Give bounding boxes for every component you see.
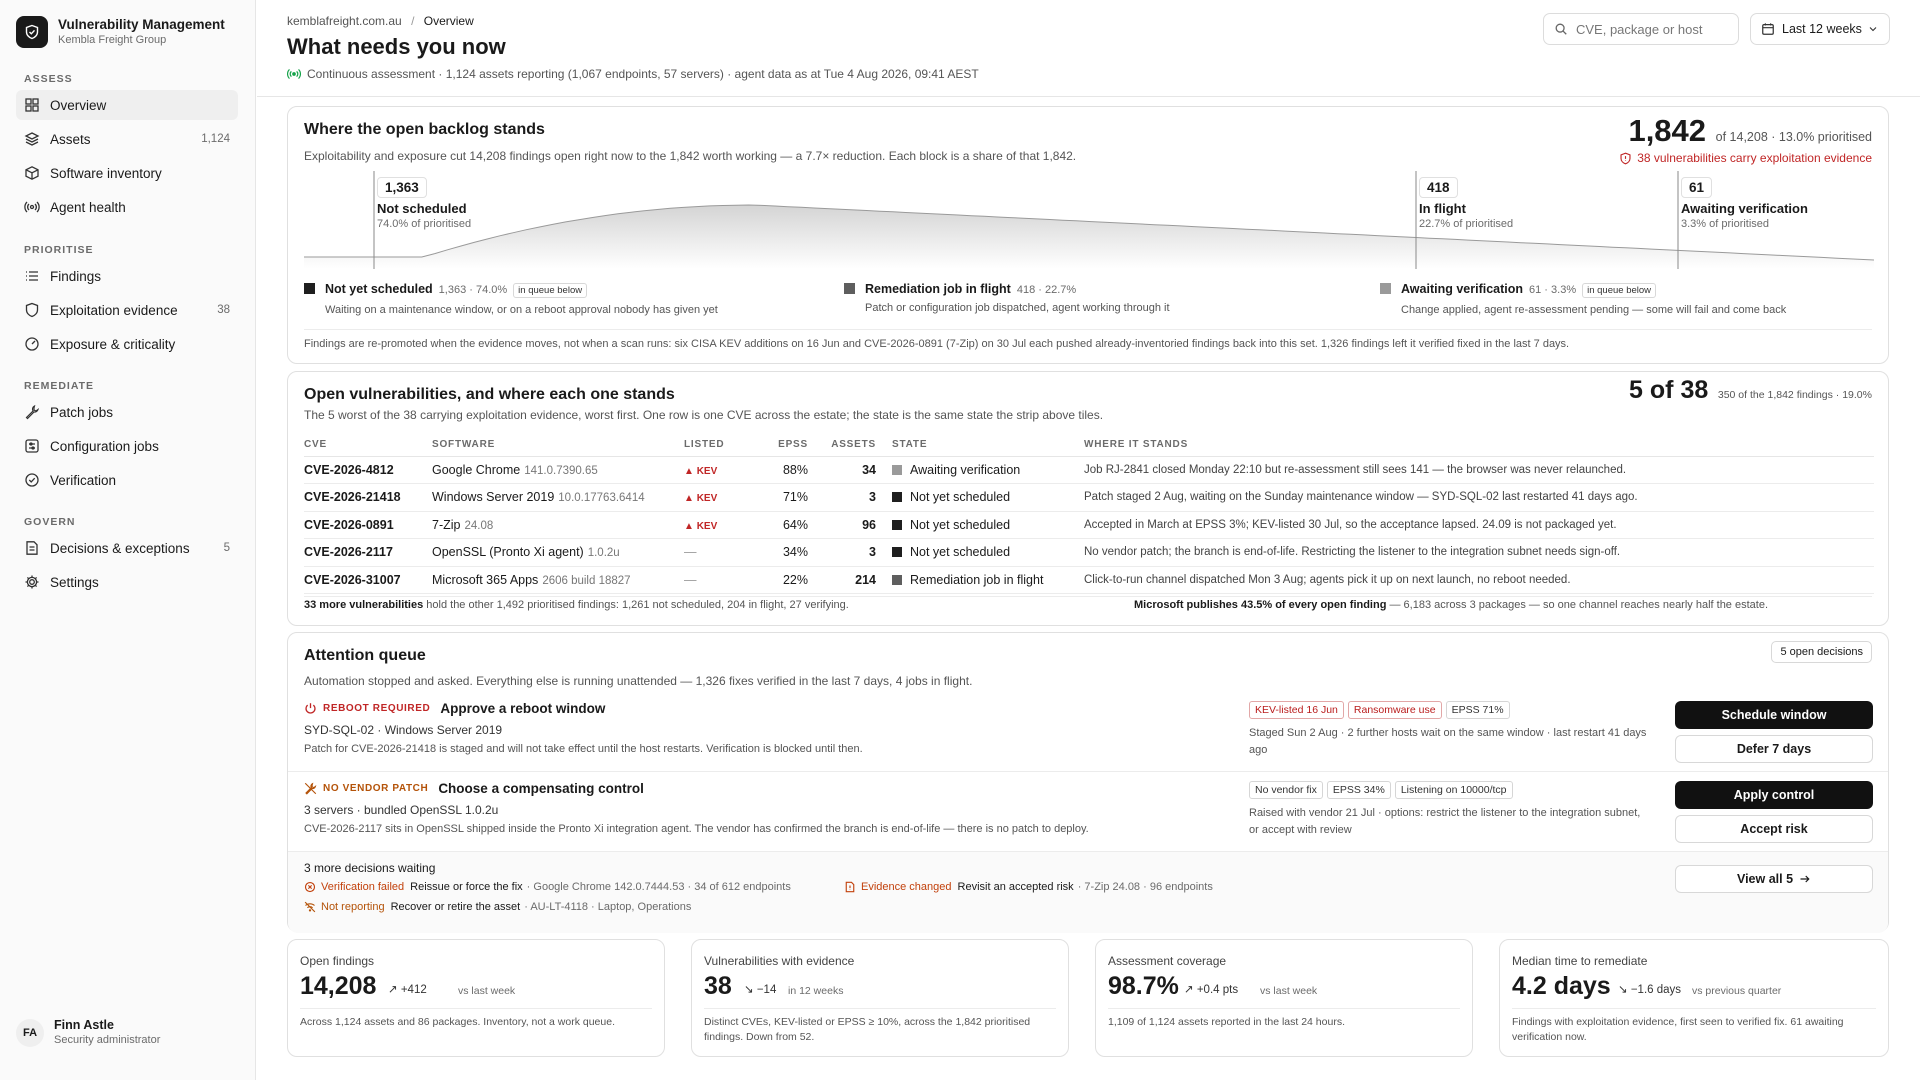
column-header[interactable]: ASSETS [824, 434, 892, 456]
view-all-label: View all 5 [1736, 872, 1794, 886]
header-divider [257, 96, 1920, 97]
vulns-count [1629, 376, 1872, 405]
sidebar-count: 38 [217, 304, 230, 316]
legend-title: Remediation job in flight [865, 282, 1011, 296]
queue-item-reboot-header [304, 701, 605, 716]
cve-id[interactable]: CVE-2026-0891 [304, 511, 432, 539]
backlog-total-note: of 14,208 · 13.0% prioritised [1715, 130, 1872, 144]
backlog-card [287, 106, 1889, 364]
listed-cell [684, 539, 764, 567]
more-action: Reissue or force the fix [410, 881, 523, 893]
divider [300, 1008, 652, 1009]
divider [1108, 1008, 1460, 1009]
kpi-median-time-to-remediate[interactable] [1499, 939, 1889, 1057]
queue-item-title[interactable]: Choose a compensating control [438, 781, 644, 796]
more-detail: · AU-LT-4118 · Laptop, Operations [524, 901, 692, 913]
state-swatch [892, 547, 902, 557]
state-swatch [892, 575, 902, 585]
shield-logo-icon [16, 16, 48, 48]
footer-right-text: — 6,183 across 3 packages — so one channel reaches nearly half the estate. [1389, 599, 1769, 611]
queue-item-desc: CVE-2026-2117 sits in OpenSSL shipped inside the Pronto Xi integration agent. The vendor has confirmed the branch is end-of-life — there is no patch to deploy. [304, 823, 1089, 835]
kpi-desc: Distinct CVEs, KEV-listed or EPSS ≥ 10%, across the 1,842 prioritised findings. Down from 52. [704, 1016, 1031, 1043]
distribution-area [304, 205, 1874, 269]
assets-count: 34 [824, 456, 892, 484]
more-detail: · 7-Zip 24.08 · 96 endpoints [1077, 881, 1213, 893]
layers-icon [24, 131, 40, 147]
tag: KEV-listed 16 Jun [1249, 701, 1344, 719]
search-placeholder: CVE, package or host [1576, 21, 1703, 37]
sidebar-item-findings[interactable] [16, 261, 238, 291]
kpi-label: Median time to remediate [1512, 954, 1648, 968]
segment-label[interactable] [1417, 177, 1513, 230]
brand[interactable] [16, 16, 225, 48]
sidebar-item-label: Configuration jobs [50, 438, 159, 454]
segment-count: 1,363 [377, 177, 427, 198]
legend-not-scheduled[interactable] [304, 281, 824, 316]
section-govern: GOVERN [24, 516, 76, 528]
sidebar-item-verification[interactable] [16, 465, 238, 495]
more-kind: Evidence changed [861, 881, 952, 893]
legend-swatch [844, 283, 855, 294]
software-name: Google Chrome [432, 462, 521, 477]
sidebar-item-exploitation-evidence[interactable] [16, 295, 238, 325]
queue-item-meta: 3 servers · bundled OpenSSL 1.0.2u [304, 803, 499, 817]
attention-queue-card [287, 632, 1889, 932]
kev-label: KEV [696, 493, 718, 505]
sidebar-item-overview[interactable] [16, 90, 238, 120]
state-label: Remediation job in flight [910, 572, 1044, 587]
sidebar-item-label: Exposure & criticality [50, 336, 176, 352]
alert-file-icon [844, 881, 856, 893]
backlog-total-value: 1,842 [1628, 113, 1707, 148]
broadcast-icon [24, 199, 40, 215]
software-cell [432, 456, 684, 484]
not-listed: — [684, 545, 697, 560]
software-name: Windows Server 2019 [432, 490, 555, 505]
epss-value: 88% [764, 456, 824, 484]
assessment-status: Continuous assessment · 1,124 assets reporting (1,067 endpoints, 57 servers) · agent data as at Tue 4 Aug 2026, 09:41 AEST [307, 67, 979, 81]
queue-kind: NO VENDOR PATCH [323, 783, 429, 794]
vulns-count-value: 5 of 38 [1629, 376, 1709, 404]
kpi-delta [388, 982, 427, 996]
listed-cell [684, 456, 764, 484]
config-icon [24, 438, 40, 454]
software-version: 2606 build 18827 [542, 574, 631, 587]
column-header[interactable]: CVE [304, 434, 432, 456]
tag: No vendor fix [1249, 781, 1323, 799]
divider [304, 329, 1872, 330]
sidebar-item-settings[interactable] [16, 567, 238, 597]
table-row[interactable] [304, 484, 1874, 512]
search-icon [1554, 22, 1568, 36]
assets-count: 3 [824, 484, 892, 512]
listed-cell [684, 566, 764, 594]
sidebar [0, 0, 256, 1080]
segment-label[interactable] [375, 177, 471, 230]
kev-badge [684, 521, 717, 532]
queue-item-title[interactable]: Approve a reboot window [440, 701, 606, 716]
column-header[interactable]: STATE [892, 434, 1084, 456]
queue-item-note: Raised with vendor 21 Jul · options: restrict the listener to the integration subnet, or accept with review [1249, 807, 1641, 836]
sidebar-item-configuration-jobs[interactable] [16, 431, 238, 461]
wifi-off-icon [304, 901, 316, 913]
wrench-icon [24, 404, 40, 420]
chevron-down-icon [1867, 23, 1879, 35]
kev-badge [684, 493, 717, 504]
backlog-footnote: Findings are re-promoted when the evidence moves, not when a scan runs: six CISA KEV additions on 16 Jun and CVE-2026-0891 (7-Zip) on 30 Jul each pushed already-inventoried findings back into this set. 1,326 findings left it verified fixed in the last 7 days. [304, 338, 1570, 350]
state-swatch [892, 520, 902, 530]
kev-badge [684, 466, 717, 477]
segment-share: 3.3% of prioritised [1681, 218, 1770, 230]
kpi-delta [1618, 982, 1681, 996]
table-row[interactable] [304, 539, 1874, 567]
trend-up-icon: ↗ [388, 984, 398, 996]
queue-title: Attention queue [304, 647, 426, 664]
listed-cell [684, 484, 764, 512]
listed-cell [684, 511, 764, 539]
more-kind: Not reporting [321, 901, 385, 913]
legend-meta: 61 · 3.3% [1529, 284, 1577, 296]
arrow-right-icon [1799, 873, 1811, 885]
trend-down-icon: ↘ [1618, 984, 1628, 996]
user-role: Security administrator [54, 1034, 161, 1046]
more-action: Revisit an accepted risk [957, 881, 1074, 893]
assets-count: 96 [824, 511, 892, 539]
kpi-value: 98.7% [1108, 972, 1179, 1000]
cve-id[interactable]: CVE-2026-31007 [304, 566, 432, 594]
cve-id[interactable]: CVE-2026-4812 [304, 456, 432, 484]
sidebar-item-exposure-criticality[interactable] [16, 329, 238, 359]
divider [288, 771, 1888, 772]
page-subtitle [287, 67, 979, 81]
kev-label: KEV [696, 520, 718, 532]
avatar: FA [16, 1019, 44, 1047]
software-version: 10.0.17763.6414 [558, 492, 645, 505]
more-item-evidence-changed[interactable] [844, 881, 1213, 893]
legend-swatch [1380, 283, 1391, 294]
software-name: OpenSSL (Pronto Xi agent) [432, 545, 584, 560]
state-cell [892, 456, 1084, 484]
breadcrumb-root[interactable]: kemblafreight.com.au [287, 14, 402, 28]
sidebar-item-label: Overview [50, 97, 107, 113]
grid-icon [24, 97, 40, 113]
kpi-open-findings[interactable] [287, 939, 665, 1057]
software-name: Microsoft 365 Apps [432, 572, 539, 587]
legend-desc: Change applied, agent re-assessment pending — some will fail and come back [1401, 304, 1787, 316]
trend-down-icon: ↘ [744, 984, 754, 996]
tag: EPSS 71% [1446, 701, 1510, 719]
divider [1512, 1008, 1876, 1009]
epss-value: 22% [764, 566, 824, 594]
trend-up-icon: ↗ [1184, 984, 1194, 996]
software-cell [432, 484, 684, 512]
table-row[interactable] [304, 511, 1874, 539]
check-circle-icon [24, 472, 40, 488]
legend-awaiting-verification[interactable] [1380, 281, 1900, 316]
cve-id[interactable]: CVE-2026-21418 [304, 484, 432, 512]
gauge-icon [24, 336, 40, 352]
kpi-vs: vs last week [458, 985, 516, 997]
tag: Listening on 10000/tcp [1395, 781, 1513, 799]
queue-subtitle: Automation stopped and asked. Everything else is running unattended — 1,326 fixes verified in the last 7 days, 4 jobs in flight. [304, 674, 973, 688]
kpi-desc: 1,109 of 1,124 assets reported in the last 24 hours. [1108, 1016, 1345, 1028]
page-title: What needs you now [287, 34, 506, 59]
segment-name: In flight [1419, 201, 1466, 216]
legend-swatch [304, 283, 315, 294]
backlog-subtitle: Exploitability and exposure cut 14,208 findings open right now to the 1,842 worth working — a 7.7× reduction. Each block is a share of that 1,842. [304, 149, 1077, 163]
segment-name: Not scheduled [377, 201, 467, 216]
kpi-vulns-with-evidence[interactable] [691, 939, 1069, 1057]
backlog-total [1628, 113, 1872, 149]
footer-left-bold[interactable]: 33 more vulnerabilities [304, 599, 424, 611]
more-detail: · Google Chrome 142.0.7444.53 · 34 of 612 endpoints [526, 881, 791, 893]
section-assess: ASSESS [24, 73, 73, 85]
legend-badge: in queue below [513, 283, 587, 298]
more-item-verification-failed[interactable] [304, 881, 791, 893]
epss-value: 71% [764, 484, 824, 512]
date-range-select[interactable] [1750, 13, 1890, 45]
queue-item-note: Staged Sun 2 Aug · 2 further hosts wait on the same window · last restart 41 days ago [1249, 727, 1647, 756]
open-decisions-badge[interactable]: 5 open decisions [1771, 641, 1872, 663]
sidebar-item-agent-health[interactable] [16, 192, 238, 222]
footer-right-bold[interactable]: Microsoft publishes 43.5% of every open finding [1134, 599, 1387, 611]
queue-item-tags [1249, 701, 1514, 719]
column-header[interactable]: SOFTWARE [432, 434, 684, 456]
evidence-note-text: 38 vulnerabilities carry exploitation evidence [1637, 151, 1872, 165]
date-range-value: Last 12 weeks [1782, 22, 1862, 36]
user-name: Finn Astle [54, 1018, 114, 1032]
software-version: 141.0.7390.65 [524, 464, 598, 477]
state-swatch [892, 465, 902, 475]
footer-left-text: hold the other 1,492 prioritised findings: 1,261 not scheduled, 204 in flight, 27 verifying. [426, 599, 849, 611]
kpi-vs: vs previous quarter [1692, 985, 1782, 997]
more-decisions-title: 3 more decisions waiting [304, 861, 436, 875]
kpi-label: Vulnerabilities with evidence [704, 954, 855, 968]
legend-title: Not yet scheduled [325, 282, 433, 296]
vulns-title: Open vulnerabilities, and where each one stands [304, 386, 675, 403]
backlog-title: Where the open backlog stands [304, 121, 545, 138]
kpi-vs: in 12 weeks [788, 985, 844, 997]
kev-label: KEV [696, 465, 718, 477]
segment-count: 61 [1681, 177, 1712, 198]
kpi-value: 14,208 [300, 972, 377, 1000]
where-it-stands: Job RJ-2841 closed Monday 22:10 but re-assessment still sees 141 — the browser was never relaunched. [1084, 456, 1874, 484]
segment-name: Awaiting verification [1681, 201, 1808, 216]
state-label: Not yet scheduled [910, 517, 1011, 532]
column-header[interactable]: EPSS [764, 434, 824, 456]
kpi-label: Open findings [300, 954, 375, 968]
accept-risk-button[interactable]: Accept risk [1675, 815, 1873, 843]
sidebar-item-label: Findings [50, 268, 102, 284]
tag: Ransomware use [1348, 701, 1442, 719]
breadcrumb-current: Overview [423, 14, 474, 28]
backlog-distribution-chart [304, 169, 1874, 279]
table-header-row [304, 434, 1874, 456]
state-label: Not yet scheduled [910, 490, 1011, 505]
section-prioritise: PRIORITISE [24, 244, 94, 256]
state-cell [892, 539, 1084, 567]
wrench-off-icon [304, 782, 317, 795]
queue-item-tags [1249, 781, 1517, 799]
more-action: Recover or retire the asset [390, 901, 521, 913]
sidebar-count: 5 [223, 542, 230, 554]
triangle-up-icon: ▲ [684, 520, 694, 532]
kpi-delta-value: +412 [400, 984, 427, 996]
kpi-vs: vs last week [1260, 985, 1318, 997]
x-circle-icon [304, 881, 316, 893]
legend-meta: 1,363 · 74.0% [438, 284, 508, 296]
package-icon [24, 165, 40, 181]
queue-item-no-patch-header [304, 781, 644, 796]
sidebar-item-label: Exploitation evidence [50, 302, 178, 318]
where-it-stands: No vendor patch; the branch is end-of-life. Restricting the listener to the integration subnet needs sign-off. [1084, 539, 1874, 567]
software-version: 1.0.2u [587, 547, 620, 560]
software-name: 7-Zip [432, 517, 461, 532]
kpi-label: Assessment coverage [1108, 954, 1227, 968]
legend-meta: 418 · 22.7% [1016, 284, 1077, 296]
state-cell [892, 484, 1084, 512]
epss-value: 64% [764, 511, 824, 539]
triangle-up-icon: ▲ [684, 493, 694, 505]
state-label: Not yet scheduled [910, 545, 1011, 560]
kpi-delta-value: −14 [756, 984, 777, 996]
not-listed: — [684, 572, 697, 587]
sidebar-item-software-inventory[interactable] [16, 158, 238, 188]
kpi-assessment-coverage[interactable] [1095, 939, 1473, 1057]
vulns-footer-left [304, 599, 849, 611]
triangle-up-icon: ▲ [684, 465, 694, 477]
segment-label[interactable] [1679, 177, 1808, 230]
state-cell [892, 566, 1084, 594]
sidebar-count: 1,124 [201, 133, 230, 145]
kpi-value: 38 [704, 972, 732, 1000]
segment-share: 74.0% of prioritised [377, 218, 472, 230]
kpi-delta [1184, 982, 1238, 996]
signal-icon [287, 67, 301, 81]
org-name: Kembla Freight Group [58, 34, 167, 46]
sidebar-item-patch-jobs[interactable] [16, 397, 238, 427]
breadcrumb [287, 14, 474, 28]
shield-alert-icon [1619, 152, 1632, 165]
queue-item-desc: Patch for CVE-2026-21418 is staged and will not take effect until the host restarts. Verification is blocked until then. [304, 743, 863, 755]
vulns-footer-right [1134, 599, 1768, 611]
schedule-window-button[interactable]: Schedule window [1675, 701, 1873, 729]
more-kind: Verification failed [321, 881, 405, 893]
column-header[interactable]: LISTED [684, 434, 764, 456]
gear-icon [24, 574, 40, 590]
defer-button[interactable]: Defer 7 days [1675, 735, 1873, 763]
kpi-value: 4.2 days [1512, 972, 1611, 1000]
main-content [257, 0, 1920, 1080]
where-it-stands: Accepted in March at EPSS 3%; KEV-listed 30 Jul, so the acceptance lapsed. 24.09 is not packaged yet. [1084, 511, 1874, 539]
list-icon [24, 268, 40, 284]
sidebar-item-label: Patch jobs [50, 404, 114, 420]
calendar-icon [1761, 22, 1775, 36]
kpi-delta [744, 982, 776, 996]
sidebar-item-label: Settings [50, 574, 99, 590]
assets-count: 3 [824, 539, 892, 567]
evidence-note[interactable] [1619, 151, 1872, 165]
column-header[interactable]: WHERE IT STANDS [1084, 434, 1874, 456]
user-profile[interactable] [16, 1018, 160, 1047]
document-icon [24, 540, 40, 556]
epss-value: 34% [764, 539, 824, 567]
legend-badge: in queue below [1582, 283, 1656, 298]
assets-count: 214 [824, 566, 892, 594]
software-cell [432, 539, 684, 567]
legend-desc: Waiting on a maintenance window, or on a reboot approval nobody has given yet [325, 304, 718, 316]
queue-item-meta: SYD-SQL-02 · Windows Server 2019 [304, 723, 503, 737]
software-cell [432, 511, 684, 539]
sidebar-item-label: Assets [50, 131, 91, 147]
divider [304, 596, 1872, 597]
shield-icon [24, 302, 40, 318]
vulnerabilities-table [304, 434, 1874, 594]
legend-desc: Patch or configuration job dispatched, agent working through it [865, 302, 1170, 314]
breadcrumb-separator: / [411, 14, 415, 28]
where-it-stands: Click-to-run channel dispatched Mon 3 Aug; agents pick it up on next launch, no reboot needed. [1084, 566, 1874, 594]
segment-share: 22.7% of prioritised [1419, 218, 1514, 230]
segment-count: 418 [1419, 177, 1458, 198]
table-row[interactable] [304, 456, 1874, 484]
sidebar-item-label: Verification [50, 472, 117, 488]
vulns-subtitle: The 5 worst of the 38 carrying exploitation evidence, worst first. One row is one CVE across the estate; the state is the same state the strip above tiles. [304, 408, 1104, 422]
power-icon [304, 702, 317, 715]
vulnerabilities-card [287, 371, 1889, 626]
sidebar-item-label: Software inventory [50, 165, 162, 181]
kpi-desc: Across 1,124 assets and 86 packages. Inventory, not a work queue. [300, 1016, 615, 1028]
sidebar-item-label: Decisions & exceptions [50, 540, 190, 556]
sidebar-item-decisions-exceptions[interactable] [16, 533, 238, 563]
queue-kind: REBOOT REQUIRED [323, 703, 431, 714]
cve-id[interactable]: CVE-2026-2117 [304, 539, 432, 567]
apply-control-button[interactable]: Apply control [1675, 781, 1873, 809]
divider [704, 1008, 1056, 1009]
sidebar-item-label: Agent health [50, 199, 126, 215]
kpi-delta-value: +0.4 pts [1196, 984, 1239, 996]
section-remediate: REMEDIATE [24, 380, 95, 392]
app-title: Vulnerability Management [58, 17, 225, 32]
kpi-desc: Findings with exploitation evidence, first seen to verified fix. 61 awaiting verification now. [1512, 1016, 1844, 1043]
table-row[interactable] [304, 566, 1874, 594]
view-all-button[interactable] [1675, 865, 1873, 893]
tag: EPSS 34% [1327, 781, 1391, 799]
kpi-delta-value: −1.6 days [1630, 984, 1682, 996]
software-version: 24.08 [464, 519, 494, 532]
sidebar-item-assets[interactable] [16, 124, 238, 154]
where-it-stands: Patch staged 2 Aug, waiting on the Sunday maintenance window — SYD-SQL-02 last restarted 41 days ago. [1084, 484, 1874, 512]
state-label: Awaiting verification [910, 462, 1021, 477]
state-swatch [892, 492, 902, 502]
state-cell [892, 511, 1084, 539]
legend-title: Awaiting verification [1401, 282, 1524, 296]
legend-in-flight[interactable] [844, 281, 1364, 314]
software-cell [432, 566, 684, 594]
vulns-count-note: 350 of the 1,842 findings · 19.0% [1717, 389, 1872, 401]
search-input[interactable] [1543, 13, 1739, 45]
more-item-not-reporting[interactable] [304, 901, 691, 913]
